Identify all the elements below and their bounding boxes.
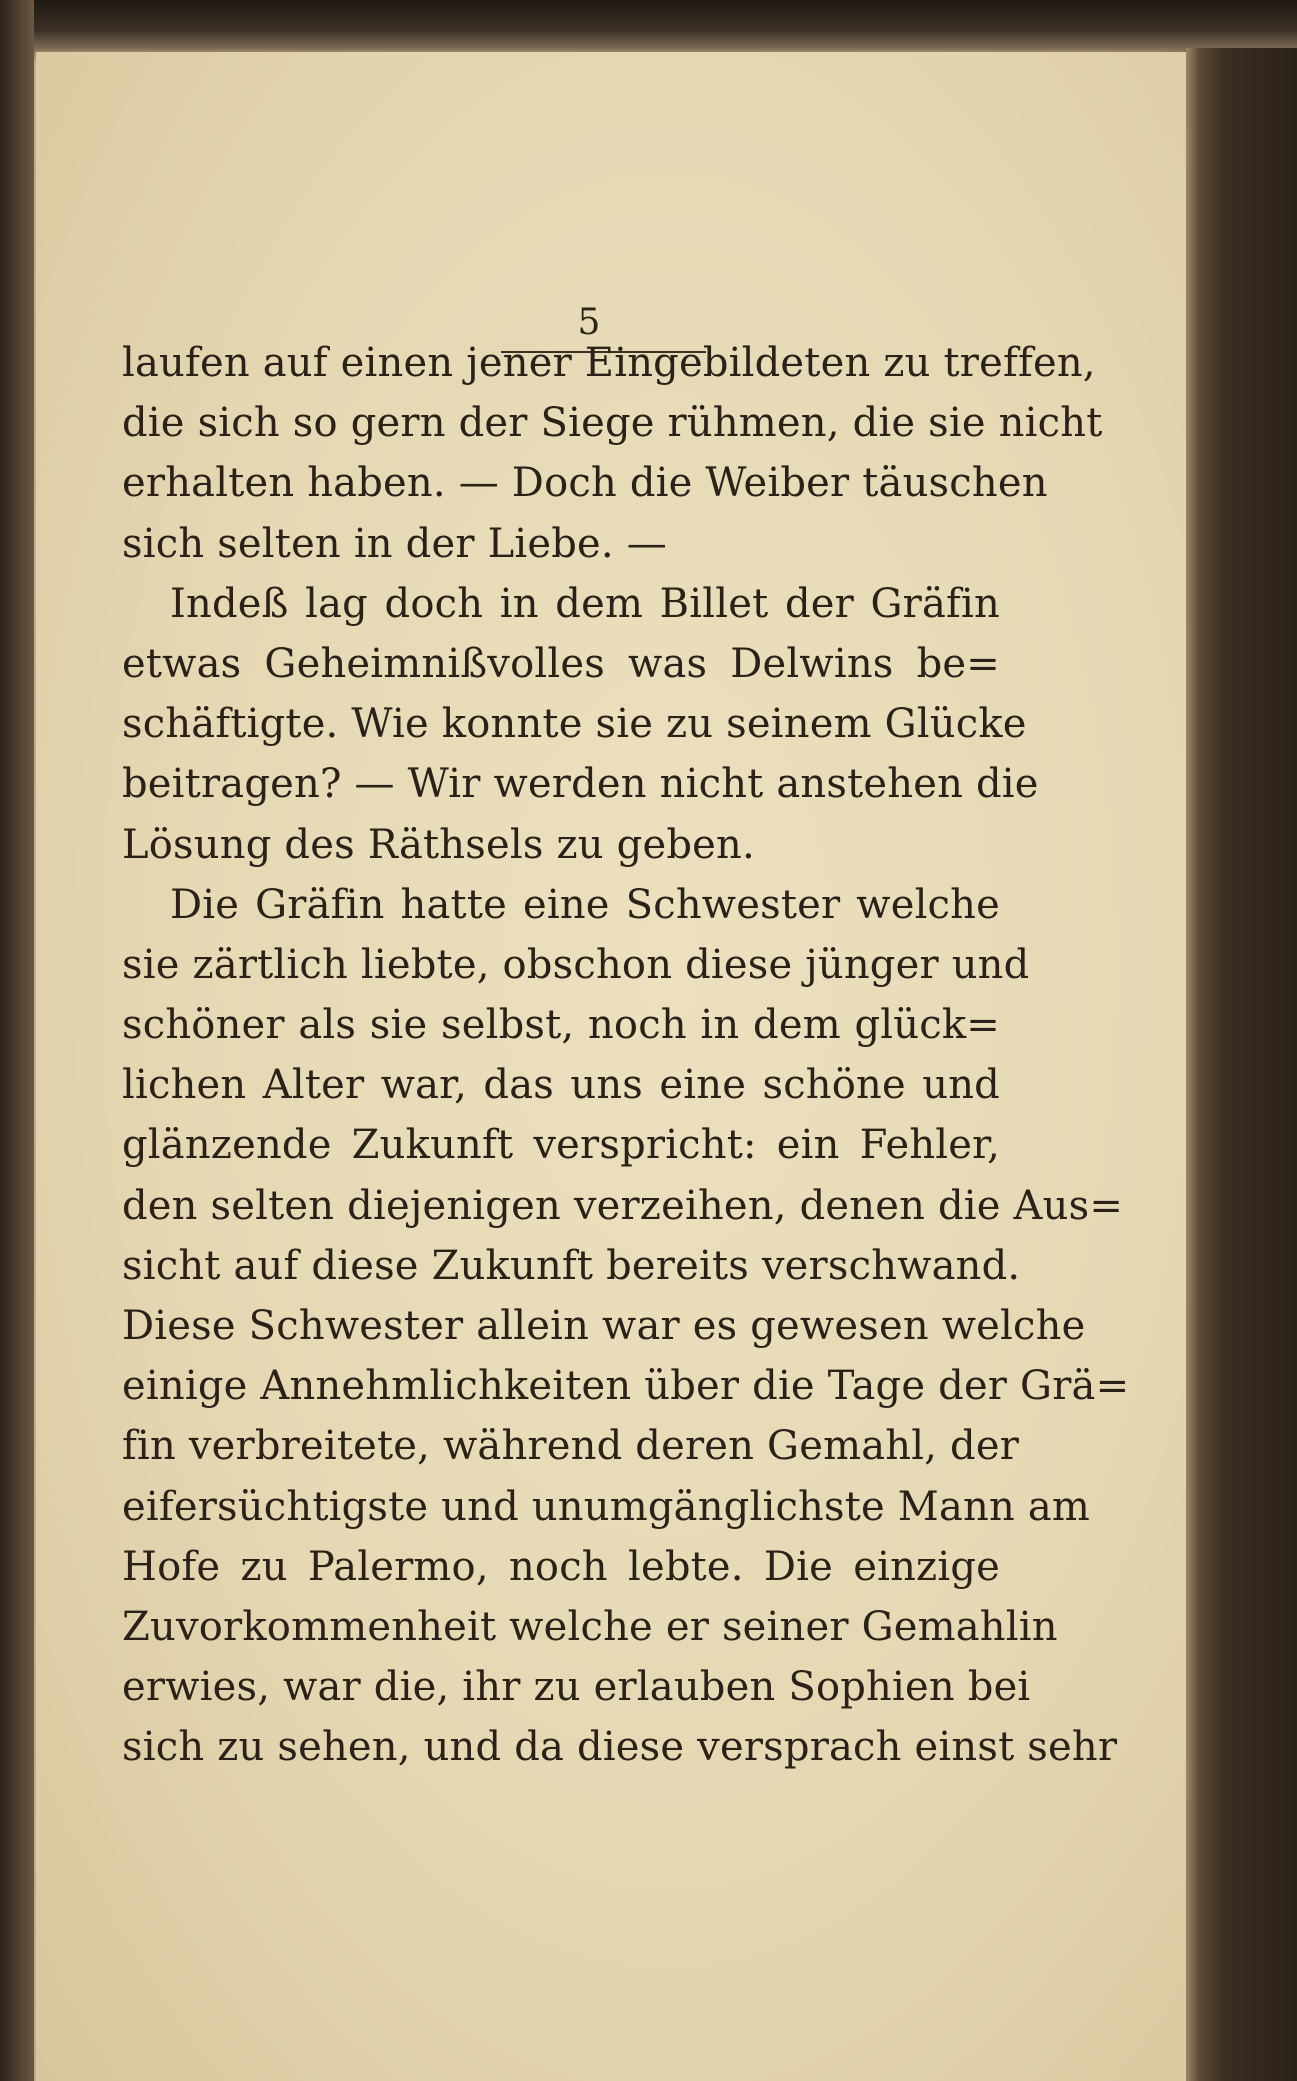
text-line: erwies, war die, ihr zu erlauben Sophien bei [122,1664,1031,1711]
text-line: erhalten haben. — Doch die Weiber täuschen [122,460,1048,507]
text-line: einige Annehmlichkeiten über die Tage der Grä= [122,1363,1130,1410]
text-line: sich zu sehen, und da diese versprach einst sehr [122,1724,1118,1771]
text-line: schäftigte. Wie konnte sie zu seinem Glücke [122,701,1027,748]
text-line: fin verbreitete, während deren Gemahl, der [122,1423,1020,1470]
text-line: Hofe zu Palermo, noch lebte. Die einzige [122,1543,1000,1590]
text-line: Zuvorkommenheit welche er seiner Gemahlin [122,1603,1058,1650]
text-line: die sich so gern der Siege rühmen, die sie nicht [122,400,1103,447]
text-line: Lösung des Räthsels zu geben. [122,821,755,868]
text-line: laufen auf einen jener Eingebildeten zu treffen, [122,340,1096,386]
text-line: sie zärtlich liebte, obschon diese jünger und [122,941,1030,988]
text-line: Diese Schwester allein war es gewesen welche [122,1303,1086,1349]
text-line: beitragen? — Wir werden nicht anstehen die [122,761,1039,808]
page-number: 5 [577,302,601,343]
text-line: schöner als sie selbst, noch in dem glück= [122,1002,1000,1049]
text-line: sicht auf diese Zukunft bereits verschwand. [122,1242,1021,1289]
text-line: sich selten in der Liebe. — [122,520,667,567]
body-text [122,333,1130,1778]
text-line: lichen Alter war, das uns eine schöne und [122,1062,1000,1109]
text-line: den selten diejenigen verzeihen, denen die Aus= [122,1182,1124,1229]
text-line: eifersüchtigste und unumgänglichste Mann am [122,1483,1091,1530]
text-line: etwas Geheimnißvolles was Delwins be= [122,640,1000,687]
text-line: Die Gräfin hatte eine Schwester welche [170,881,1000,928]
text-line: glänzende Zukunft verspricht: ein Fehler, [122,1122,1000,1169]
book-cover-edge [1186,48,1297,2081]
text-line: Indeß lag doch in dem Billet der Gräfin [170,580,1000,627]
